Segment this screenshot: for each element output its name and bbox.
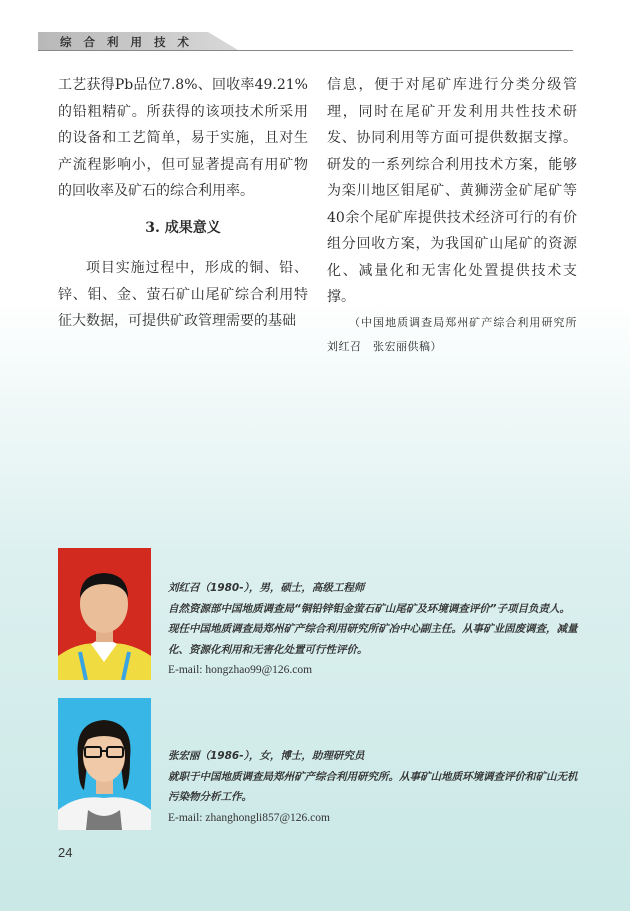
author-description: 就职于中国地质调查局郑州矿产综合利用研究所。从事矿山地质环境调查评价和矿山无机污染物分析工作。	[168, 770, 578, 803]
author-text	[168, 746, 578, 828]
author-text	[168, 578, 578, 681]
left-paragraph-2: 项目实施过程中，形成的铜、铅、锌、钼、金、萤石矿山尾矿综合利用特征大数据，可提供矿政管理需要的基础	[58, 260, 308, 329]
author-bio-line: 张宏丽（1986-），女，博士，助理研究员	[168, 750, 365, 762]
author-email: E-mail: hongzhao99@126.com	[168, 664, 313, 676]
page-number: 24	[58, 845, 73, 860]
author-photo	[58, 698, 151, 830]
author-photo	[58, 548, 151, 680]
header-rule	[38, 50, 573, 51]
author-description: 自然资源部中国地质调查局“铜铅锌钼金萤石矿山尾矿及环境调查评价”子项目负责人。现任中国地质调查局郑州矿产综合利用研究所矿冶中心副主任。从事矿业固废调查，减量化、资源化利用和无害化处置可行性评价。	[168, 602, 578, 656]
section-title: 综合利用技术	[60, 35, 201, 49]
section-heading: 3. 成果意义	[145, 219, 221, 236]
left-paragraph-1: 工艺获得Pb品位7.8%、回收率49.21%的铅粗精矿。所获得的该项技术所采用的设备和工艺简单，易于实施，且对生产流程影响小，但可显著提高有用矿物的回收率及矿石的综合利用率。	[58, 77, 308, 199]
right-column	[327, 72, 589, 359]
author-bio-line: 刘红召（1980-），男，硕士，高级工程师	[168, 582, 365, 594]
author-email: E-mail: zhanghongli857@126.com	[168, 811, 330, 824]
source-note: （中国地质调查局郑州矿产综合利用研究所 刘红召 张宏丽供稿）	[327, 315, 589, 353]
left-column	[58, 72, 308, 335]
right-paragraph-1: 信息，便于对尾矿库进行分类分级管理，同时在尾矿开发利用共性技术研发、协同利用等方面可提供数据支撑。研发的一系列综合利用技术方案，能够为栾川地区钼尾矿、黄狮涝金矿尾矿等40余个尾矿库提供技术经济可行的有价组分回收方案，为我国矿山尾矿的资源化、减量化和无害化处置提供技术支撑。	[327, 77, 577, 305]
